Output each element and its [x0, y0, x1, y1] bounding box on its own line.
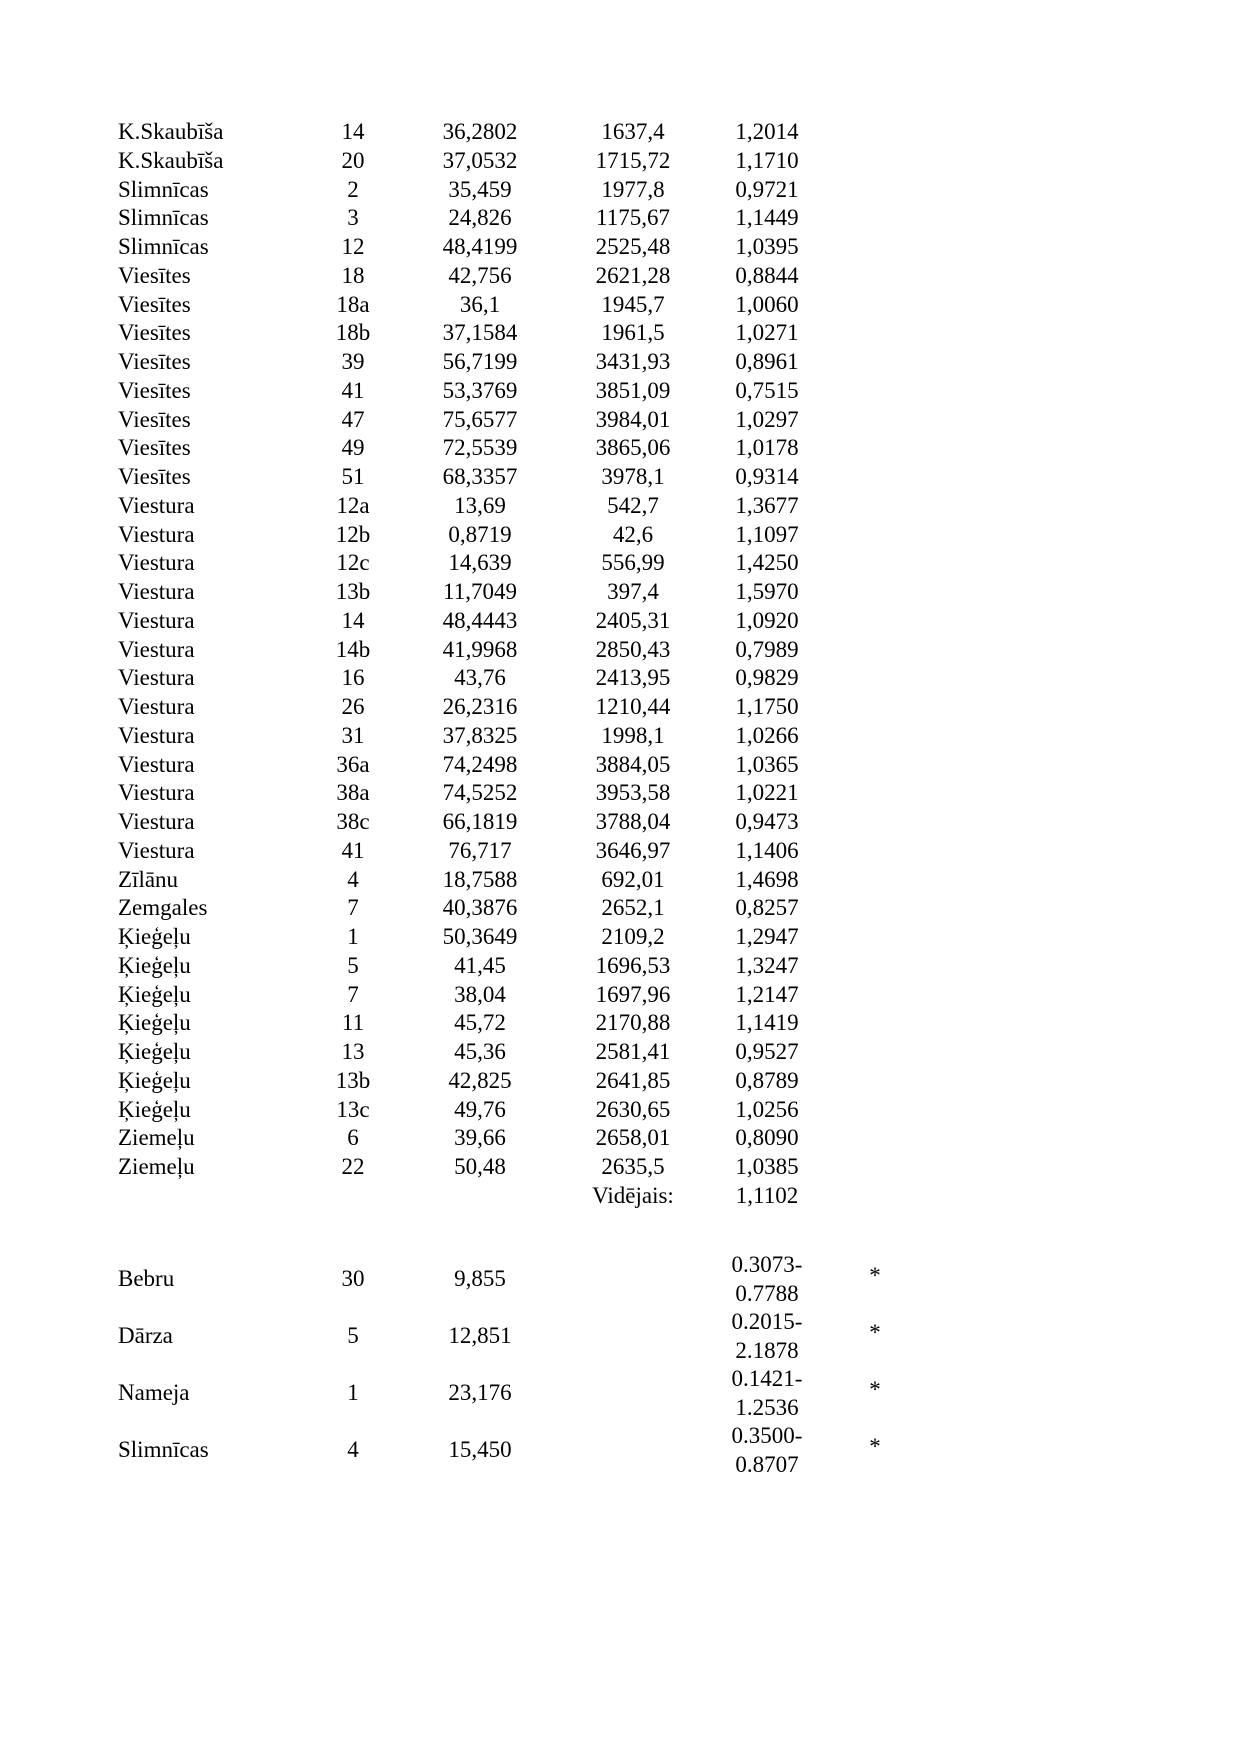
table-row: [0, 176, 1240, 204]
street-cell: Ķieģeļu: [118, 1096, 191, 1122]
table-row: [0, 923, 1240, 951]
consumption-cell: 1961,5: [601, 320, 665, 346]
house-number-cell: 31: [341, 722, 365, 748]
table-row: [0, 1096, 1240, 1124]
area-cell: 18,7588: [442, 866, 518, 892]
consumption-cell: 3431,93: [595, 349, 671, 374]
street-cell: Nameja: [118, 1380, 190, 1405]
ratio-cell: 1,0297: [735, 406, 799, 432]
area-cell: 48,4443: [442, 607, 518, 633]
excluded-row: [0, 1307, 1240, 1365]
area-cell: 37,8325: [442, 722, 518, 748]
consumption-cell: 2413,95: [595, 665, 671, 691]
area-cell: 49,76: [454, 1096, 506, 1122]
consumption-cell: 2621,28: [595, 262, 671, 288]
ratio-cell: 1,0271: [735, 320, 799, 346]
house-number-cell: 14: [341, 119, 365, 144]
consumption-cell: 3865,06: [595, 435, 671, 461]
ratio-cell: 0,8961: [735, 349, 799, 374]
ratio-cell: 0,7515: [735, 377, 799, 403]
table-row: [0, 894, 1240, 922]
area-cell: 39,66: [454, 1125, 506, 1151]
house-number-cell: 11: [341, 1010, 365, 1036]
ratio-range-line: 0.3073-: [731, 1252, 803, 1277]
ratio-cell: 1,2147: [735, 981, 799, 1007]
table-row: [0, 578, 1240, 606]
area-cell: 9,855: [454, 1266, 506, 1291]
area-cell: 48,4199: [442, 234, 518, 259]
excluded-row: [0, 1250, 1240, 1308]
table-row: [0, 981, 1240, 1009]
street-cell: Dārza: [118, 1323, 173, 1348]
area-cell: 41,9968: [442, 636, 518, 662]
ratio-cell: 1,0395: [735, 234, 799, 259]
area-cell: 75,6577: [442, 406, 518, 432]
house-number-cell: 12b: [335, 521, 371, 547]
ratio-cell: 1,2947: [735, 924, 799, 949]
house-number-cell: 2: [347, 176, 359, 202]
consumption-cell: 1697,96: [595, 981, 671, 1007]
street-cell: Viestura: [118, 636, 195, 662]
area-cell: 72,5539: [442, 435, 518, 461]
ratio-cell: 1,3677: [735, 492, 799, 518]
table-row: [0, 291, 1240, 319]
ratio-cell: 1,0256: [735, 1096, 799, 1122]
area-cell: 42,825: [448, 1067, 512, 1093]
house-number-cell: 41: [341, 837, 365, 863]
street-cell: Viestura: [118, 837, 195, 863]
area-cell: 0,8719: [448, 521, 512, 547]
consumption-cell: 1210,44: [595, 694, 671, 719]
consumption-cell: 3984,01: [595, 406, 671, 432]
house-number-cell: 13c: [336, 1096, 370, 1122]
ratio-range-cell: [712, 1421, 822, 1479]
ratio-range-cell: [712, 1250, 822, 1308]
table-row: [0, 492, 1240, 520]
ratio-cell: 1,0920: [735, 607, 799, 633]
ratio-cell: 1,0178: [735, 435, 799, 461]
street-cell: Viestura: [118, 694, 195, 719]
consumption-cell: 692,01: [601, 866, 665, 892]
average-label: Vidējais:: [592, 1182, 674, 1208]
table-row: [0, 779, 1240, 807]
ratio-cell: 0,9721: [735, 176, 799, 202]
table-row: [0, 204, 1240, 232]
asterisk-mark: *: [869, 1320, 881, 1345]
table-row: [0, 262, 1240, 290]
table-row: [0, 434, 1240, 462]
street-cell: Slimnīcas: [118, 1437, 209, 1462]
street-cell: Viestura: [118, 751, 195, 777]
consumption-cell: 2652,1: [601, 895, 665, 921]
ratio-cell: 1,5970: [735, 579, 799, 604]
street-cell: Ķieģeļu: [118, 952, 191, 978]
table-row: [0, 1038, 1240, 1066]
ratio-range-line: 1.2536: [735, 1395, 799, 1420]
street-cell: Viesītes: [118, 262, 191, 288]
ratio-cell: 0,8789: [735, 1067, 799, 1093]
street-cell: Slimnīcas: [118, 176, 209, 202]
table-row: [0, 1153, 1240, 1181]
ratio-cell: 1,0060: [735, 291, 799, 317]
house-number-cell: 12a: [336, 492, 370, 518]
house-number-cell: 18: [341, 262, 365, 288]
house-number-cell: 38c: [336, 809, 370, 834]
area-cell: 11,7049: [443, 579, 517, 604]
consumption-cell: 1998,1: [601, 722, 665, 748]
consumption-cell: 1637,4: [601, 119, 665, 144]
consumption-cell: 1945,7: [601, 291, 665, 317]
table-row: [0, 952, 1240, 980]
house-number-cell: 3: [347, 205, 359, 231]
area-cell: 35,459: [448, 176, 512, 202]
area-cell: 14,639: [448, 550, 512, 576]
street-cell: Viesītes: [118, 435, 191, 461]
street-cell: Viestura: [118, 780, 195, 806]
house-number-cell: 12c: [336, 550, 370, 576]
street-cell: Zemgales: [118, 895, 208, 921]
asterisk-mark: *: [869, 1263, 881, 1288]
street-cell: Viestura: [118, 492, 195, 518]
ratio-cell: 1,4698: [735, 866, 799, 892]
table-row: [0, 147, 1240, 175]
ratio-cell: 1,4250: [735, 550, 799, 576]
house-number-cell: 4: [347, 1437, 359, 1462]
street-cell: Viesītes: [118, 320, 191, 346]
street-cell: K.Skaubīša: [118, 119, 224, 144]
table-row: [0, 722, 1240, 750]
ratio-range-cell: [712, 1364, 822, 1422]
ratio-cell: 0,8090: [735, 1125, 799, 1151]
consumption-cell: 556,99: [601, 550, 665, 576]
consumption-cell: 3884,05: [595, 751, 671, 777]
area-cell: 37,0532: [442, 147, 518, 173]
consumption-cell: 2525,48: [595, 234, 671, 259]
house-number-cell: 1: [347, 1380, 359, 1405]
table-row: [0, 377, 1240, 405]
house-number-cell: 49: [341, 435, 365, 461]
house-number-cell: 36a: [336, 751, 370, 777]
consumption-cell: 3646,97: [595, 837, 671, 863]
consumption-cell: 1696,53: [595, 952, 671, 978]
house-number-cell: 41: [341, 377, 365, 403]
ratio-cell: 0,9473: [735, 809, 799, 834]
area-cell: 45,72: [454, 1010, 506, 1036]
area-cell: 37,1584: [442, 320, 518, 346]
asterisk-mark: *: [869, 1434, 881, 1459]
house-number-cell: 22: [341, 1154, 365, 1179]
street-cell: Viestura: [118, 722, 195, 748]
consumption-cell: 2641,85: [595, 1067, 671, 1093]
consumption-cell: 2581,41: [595, 1039, 671, 1064]
area-cell: 50,3649: [442, 924, 518, 949]
area-cell: 43,76: [454, 665, 506, 691]
house-number-cell: 12: [341, 234, 365, 259]
ratio-cell: 1,3247: [735, 952, 799, 978]
asterisk-mark: *: [869, 1377, 881, 1402]
house-number-cell: 18a: [336, 291, 370, 317]
consumption-cell: 3953,58: [595, 780, 671, 806]
street-cell: Bebru: [118, 1266, 175, 1291]
ratio-cell: 0,7989: [735, 636, 799, 662]
table-row: [0, 693, 1240, 721]
consumption-cell: 3851,09: [595, 377, 671, 403]
house-number-cell: 38a: [336, 780, 370, 806]
area-cell: 56,7199: [442, 349, 518, 374]
table-row: [0, 521, 1240, 549]
house-number-cell: 14: [341, 607, 365, 633]
ratio-range-line: 0.7788: [735, 1281, 799, 1306]
ratio-cell: 1,0266: [735, 722, 799, 748]
consumption-cell: 2635,5: [601, 1154, 665, 1179]
area-cell: 50,48: [454, 1154, 506, 1179]
table-row: [0, 233, 1240, 261]
street-cell: Viesītes: [118, 464, 191, 489]
average-row: [0, 1182, 1240, 1210]
table-row: [0, 118, 1240, 146]
consumption-cell: 1977,8: [601, 176, 665, 202]
consumption-cell: 2109,2: [601, 924, 665, 949]
table-row: [0, 866, 1240, 894]
house-number-cell: 4: [347, 866, 359, 892]
consumption-cell: 2405,31: [595, 607, 671, 633]
consumption-cell: 1175,67: [596, 205, 670, 231]
street-cell: Viestura: [118, 809, 195, 834]
consumption-cell: 3978,1: [601, 464, 665, 489]
street-cell: Viesītes: [118, 377, 191, 403]
excluded-row: [0, 1421, 1240, 1479]
area-cell: 38,04: [454, 981, 506, 1007]
street-cell: K.Skaubīša: [118, 147, 224, 173]
area-cell: 36,2802: [442, 119, 518, 144]
ratio-cell: 1,1710: [735, 147, 799, 173]
street-cell: Viestura: [118, 579, 195, 604]
ratio-cell: 1,0365: [735, 751, 799, 777]
ratio-cell: 0,8257: [735, 895, 799, 921]
area-cell: 15,450: [448, 1437, 512, 1462]
consumption-cell: 397,4: [607, 579, 659, 604]
ratio-cell: 0,8844: [735, 262, 799, 288]
ratio-range-line: 0.8707: [735, 1452, 799, 1477]
ratio-cell: 1,1449: [735, 205, 799, 231]
table-row: [0, 636, 1240, 664]
street-cell: Slimnīcas: [118, 234, 209, 259]
table-row: [0, 463, 1240, 491]
ratio-cell: 1,2014: [735, 119, 799, 144]
area-cell: 36,1: [459, 291, 501, 317]
ratio-cell: 1,1097: [735, 521, 799, 547]
house-number-cell: 5: [347, 1323, 359, 1348]
house-number-cell: 13b: [335, 579, 371, 604]
table-row: [0, 319, 1240, 347]
street-cell: Viestura: [118, 665, 195, 691]
table-row: [0, 1124, 1240, 1152]
street-cell: Viesītes: [118, 406, 191, 432]
area-cell: 74,5252: [442, 780, 518, 806]
street-cell: Ķieģeļu: [118, 1010, 191, 1036]
consumption-cell: 2170,88: [595, 1010, 671, 1036]
street-cell: Viesītes: [118, 349, 191, 374]
street-cell: Ķieģeļu: [118, 1067, 191, 1093]
consumption-cell: 3788,04: [595, 809, 671, 834]
table-row: [0, 607, 1240, 635]
area-cell: 45,36: [454, 1039, 506, 1064]
street-cell: Viesītes: [118, 291, 191, 317]
ratio-cell: 1,1406: [735, 837, 799, 863]
ratio-cell: 0,9314: [735, 464, 799, 489]
table-row: [0, 837, 1240, 865]
street-cell: Ķieģeļu: [118, 981, 191, 1007]
ratio-cell: 0,9829: [735, 665, 799, 691]
house-number-cell: 16: [341, 665, 365, 691]
table-row: [0, 751, 1240, 779]
table-row: [0, 406, 1240, 434]
house-number-cell: 51: [341, 464, 365, 489]
table-row: [0, 664, 1240, 692]
house-number-cell: 6: [347, 1125, 359, 1151]
area-cell: 13,69: [454, 492, 506, 518]
area-cell: 26,2316: [442, 694, 518, 719]
ratio-cell: 1,1419: [735, 1010, 799, 1036]
house-number-cell: 1: [347, 924, 359, 949]
consumption-cell: 2658,01: [595, 1125, 671, 1151]
ratio-range-line: 0.2015-: [731, 1309, 803, 1334]
ratio-range-cell: [712, 1307, 822, 1365]
area-cell: 23,176: [448, 1380, 512, 1405]
street-cell: Ķieģeļu: [118, 924, 191, 949]
consumption-cell: 2630,65: [595, 1096, 671, 1122]
area-cell: 41,45: [454, 952, 506, 978]
excluded-row: [0, 1364, 1240, 1422]
table-row: [0, 1067, 1240, 1095]
ratio-cell: 1,1750: [735, 694, 799, 719]
house-number-cell: 14b: [335, 636, 371, 662]
street-cell: Slimnīcas: [118, 205, 209, 231]
area-cell: 76,717: [448, 837, 512, 863]
area-cell: 40,3876: [442, 895, 518, 921]
street-cell: Viestura: [118, 550, 195, 576]
house-number-cell: 7: [347, 895, 359, 921]
street-cell: Ziemeļu: [118, 1125, 195, 1151]
house-number-cell: 13b: [335, 1067, 371, 1093]
street-cell: Viestura: [118, 607, 195, 633]
ratio-cell: 1,0385: [735, 1154, 799, 1179]
table-row: [0, 808, 1240, 836]
area-cell: 74,2498: [442, 751, 518, 777]
area-cell: 12,851: [448, 1323, 512, 1348]
street-cell: Ķieģeļu: [118, 1039, 191, 1064]
consumption-cell: 42,6: [612, 521, 654, 547]
area-cell: 42,756: [448, 262, 512, 288]
consumption-cell: 1715,72: [595, 147, 671, 173]
street-cell: Viestura: [118, 521, 195, 547]
ratio-cell: 1,0221: [735, 780, 799, 806]
ratio-range-line: 0.3500-: [731, 1423, 803, 1448]
ratio-range-line: 0.1421-: [731, 1366, 803, 1391]
house-number-cell: 7: [347, 981, 359, 1007]
area-cell: 24,826: [448, 205, 512, 231]
table-row: [0, 1009, 1240, 1037]
house-number-cell: 39: [341, 349, 365, 374]
area-cell: 66,1819: [442, 809, 518, 834]
house-number-cell: 13: [341, 1039, 365, 1064]
ratio-range-line: 2.1878: [735, 1338, 799, 1363]
consumption-cell: 542,7: [607, 492, 659, 518]
area-cell: 68,3357: [442, 464, 518, 489]
ratio-cell: 0,9527: [735, 1039, 799, 1064]
consumption-cell: 2850,43: [595, 636, 671, 662]
area-cell: 53,3769: [442, 377, 518, 403]
street-cell: Ziemeļu: [118, 1154, 195, 1179]
table-row: [0, 549, 1240, 577]
house-number-cell: 30: [341, 1266, 365, 1291]
table-row: [0, 348, 1240, 376]
average-value: 1,1102: [735, 1182, 799, 1208]
house-number-cell: 47: [341, 406, 365, 432]
house-number-cell: 20: [341, 147, 365, 173]
house-number-cell: 26: [341, 694, 365, 719]
street-cell: Zīlānu: [118, 866, 179, 892]
house-number-cell: 5: [347, 952, 359, 978]
house-number-cell: 18b: [335, 320, 371, 346]
